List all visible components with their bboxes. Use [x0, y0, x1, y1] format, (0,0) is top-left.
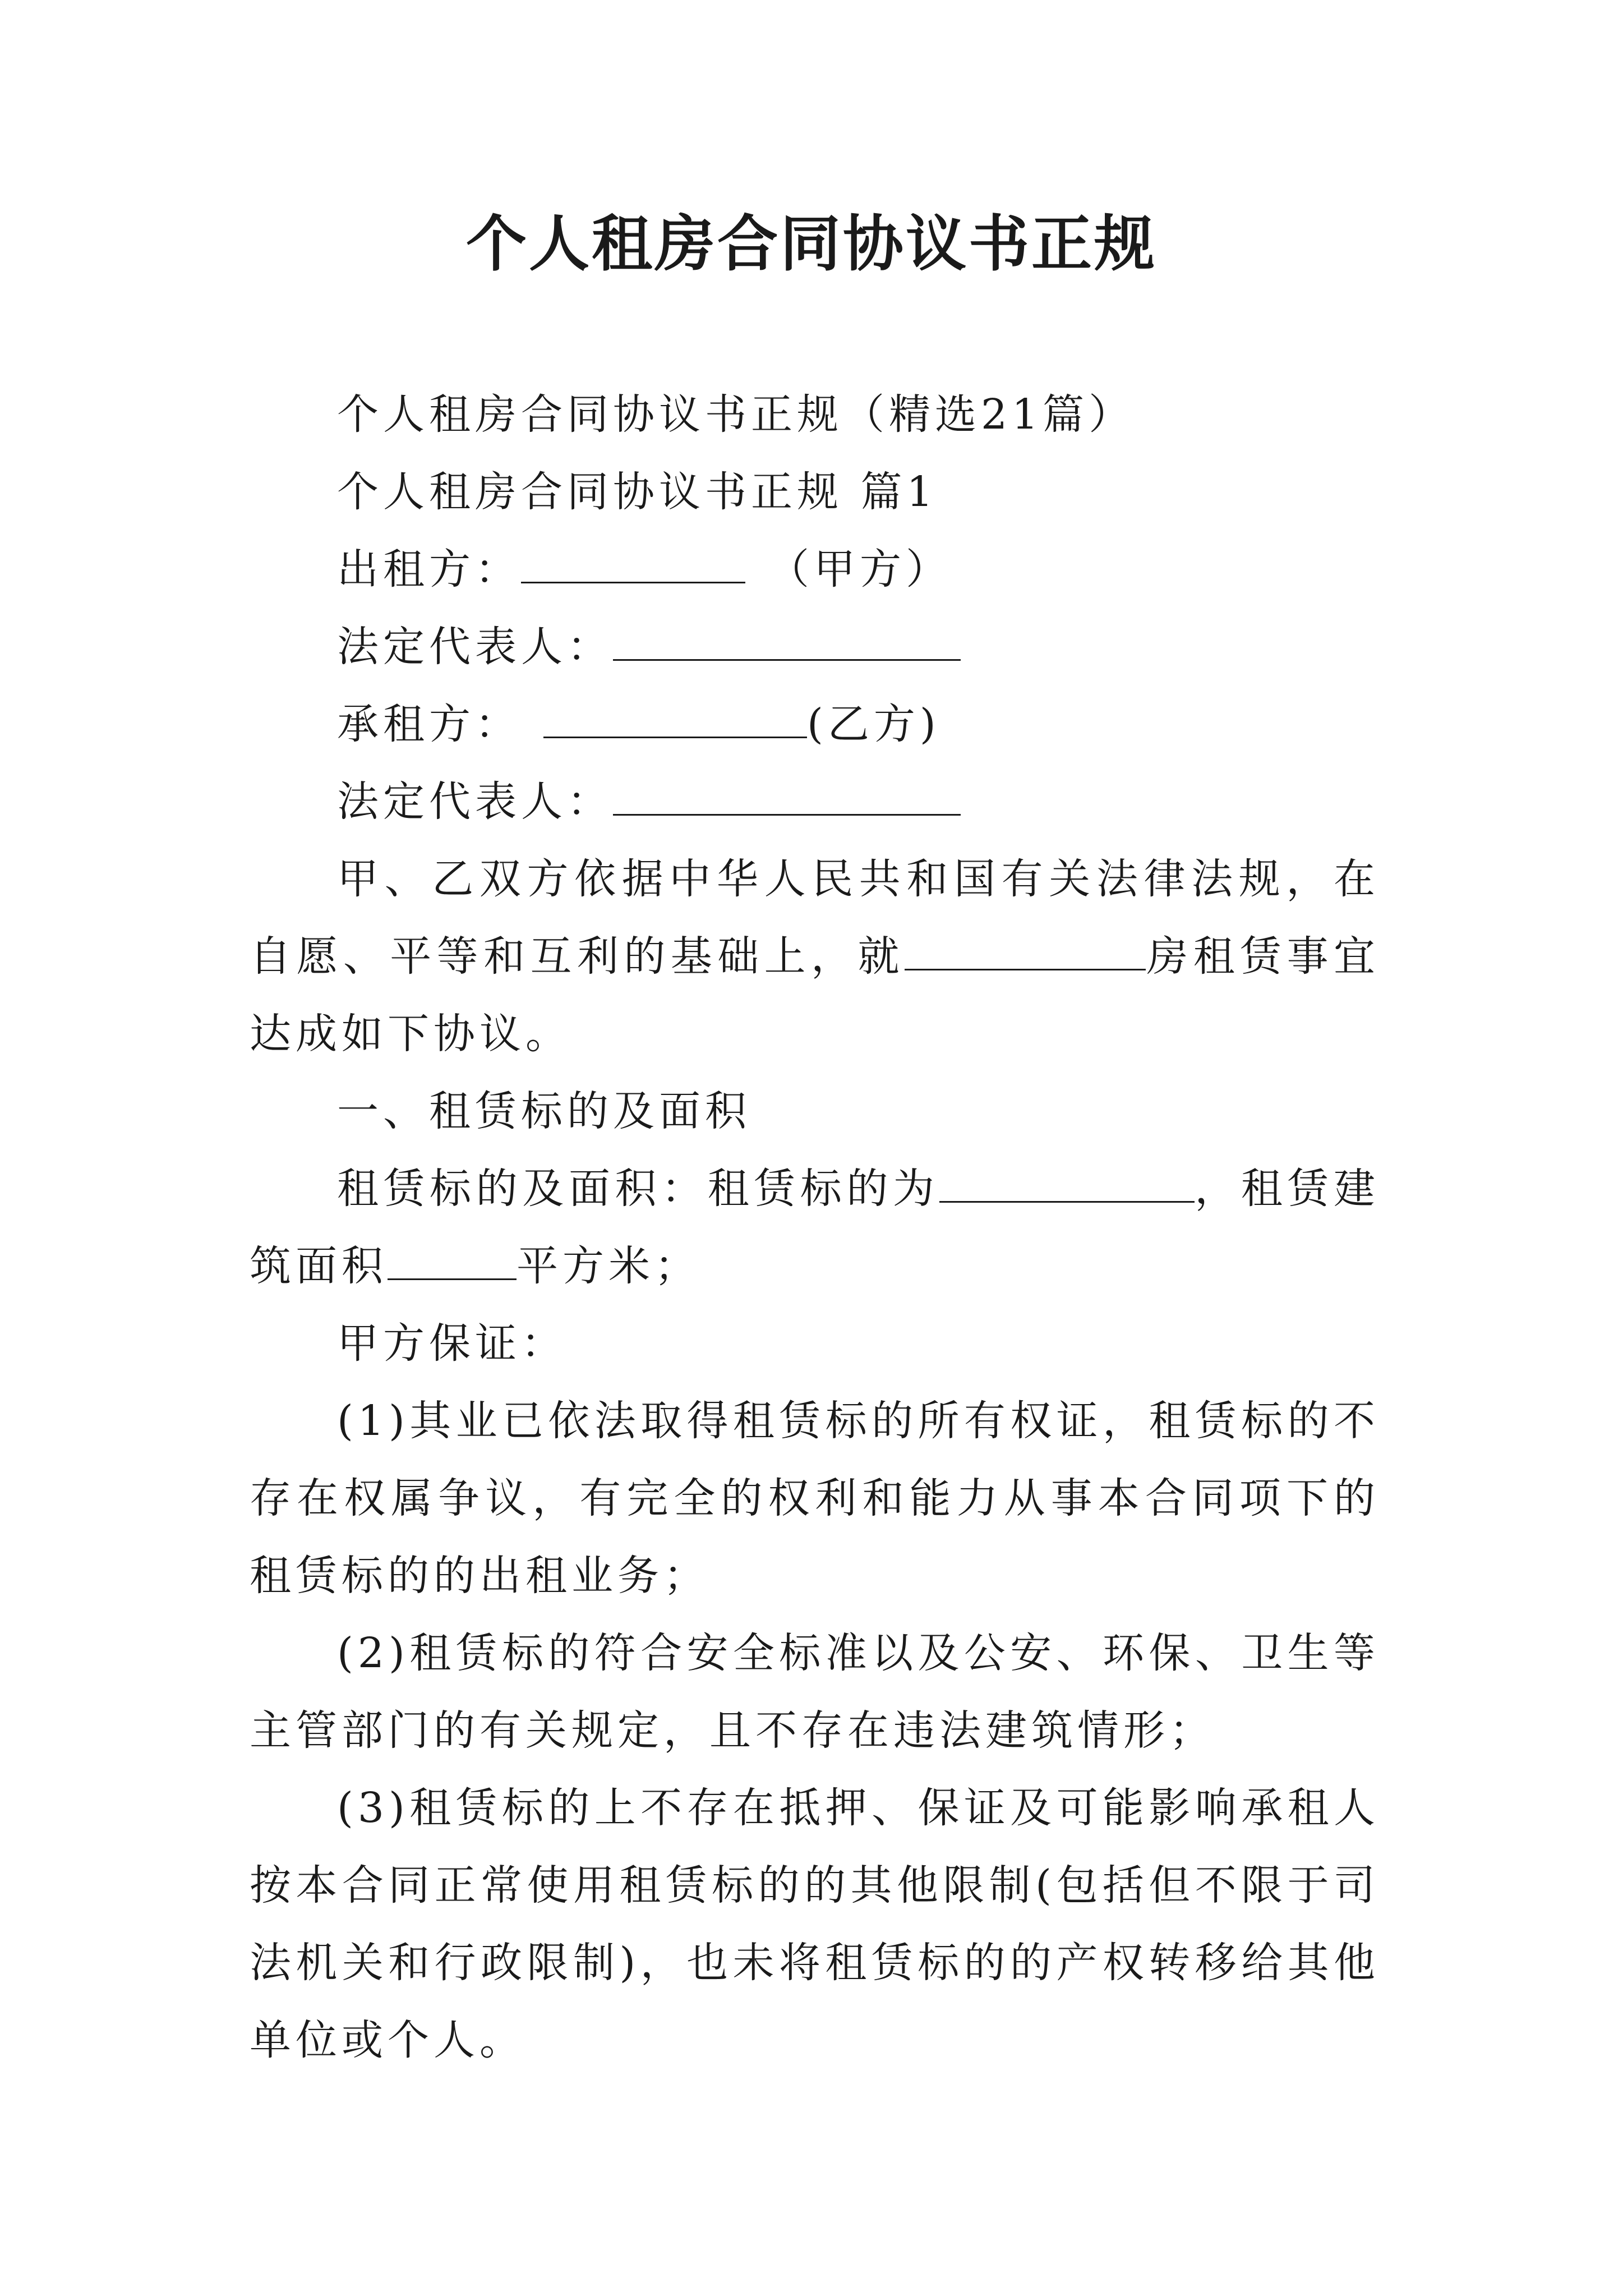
- intro-text: 甲、乙双方依据中华人民共和国有关法律法规，在自愿、平等和互利的基础上，就: [250, 855, 1380, 981]
- lessor-blank: [521, 548, 745, 583]
- area-text: ，租赁建筑面积: [250, 1165, 1380, 1290]
- lessee-suffix: (乙方): [807, 700, 940, 748]
- chapter-heading: 个人租房合同协议书正规 篇1: [337, 468, 938, 516]
- lessor-line: [250, 531, 1380, 608]
- subtitle-line: 个人租房合同协议书正规（精选21篇）: [337, 390, 1135, 439]
- legal-rep-blank: [613, 625, 961, 661]
- legal-rep-label: 法定代表人：: [337, 777, 613, 826]
- lessee-blank: [543, 703, 807, 738]
- lessee-line: [250, 685, 1380, 763]
- area-text: 租赁标的及面积：租赁标的为: [337, 1165, 939, 1213]
- area-paragraph: [250, 1150, 1380, 1305]
- intro-text: 房租赁事宜达成如下协议。: [250, 932, 1380, 1058]
- property-blank: [905, 935, 1146, 970]
- legal-rep-blank: [613, 780, 961, 816]
- section-heading: 一、租赁标的及面积: [337, 1087, 751, 1135]
- guarantee-item: (3)租赁标的上不存在抵押、保证及可能影响承租人按本合同正常使用租赁标的的其他限制(包括但不限于司法机关和行政限制)，也未将租赁标的的产权转移给其他单位或个人。: [250, 1784, 1380, 2064]
- subject-blank: [939, 1167, 1195, 1203]
- legal-rep-line-2: [250, 763, 1380, 840]
- guarantee-heading: 甲方保证：: [337, 1319, 567, 1368]
- area-blank: [388, 1245, 517, 1280]
- guarantee-item: (1)其业已依法取得租赁标的所有权证，租赁标的不存在权属争议，有完全的权利和能力从事本合同项下的租赁标的的出租业务；: [250, 1397, 1380, 1600]
- lessor-suffix: （甲方）: [768, 545, 952, 593]
- document-body: [250, 376, 1380, 2079]
- legal-rep-line-1: [250, 608, 1380, 685]
- guarantee-item: (2)租赁标的符合安全标准以及公安、环保、卫生等主管部门的有关规定，且不存在违法建筑情形；: [250, 1629, 1380, 1755]
- area-text: 平方米；: [517, 1242, 700, 1290]
- lessor-label: 出租方：: [337, 545, 521, 593]
- document-title: 个人租房合同协议书正规: [465, 209, 1157, 279]
- intro-paragraph: [250, 840, 1380, 1073]
- legal-rep-label: 法定代表人：: [337, 623, 613, 671]
- lessee-label: 承租方：: [337, 700, 521, 748]
